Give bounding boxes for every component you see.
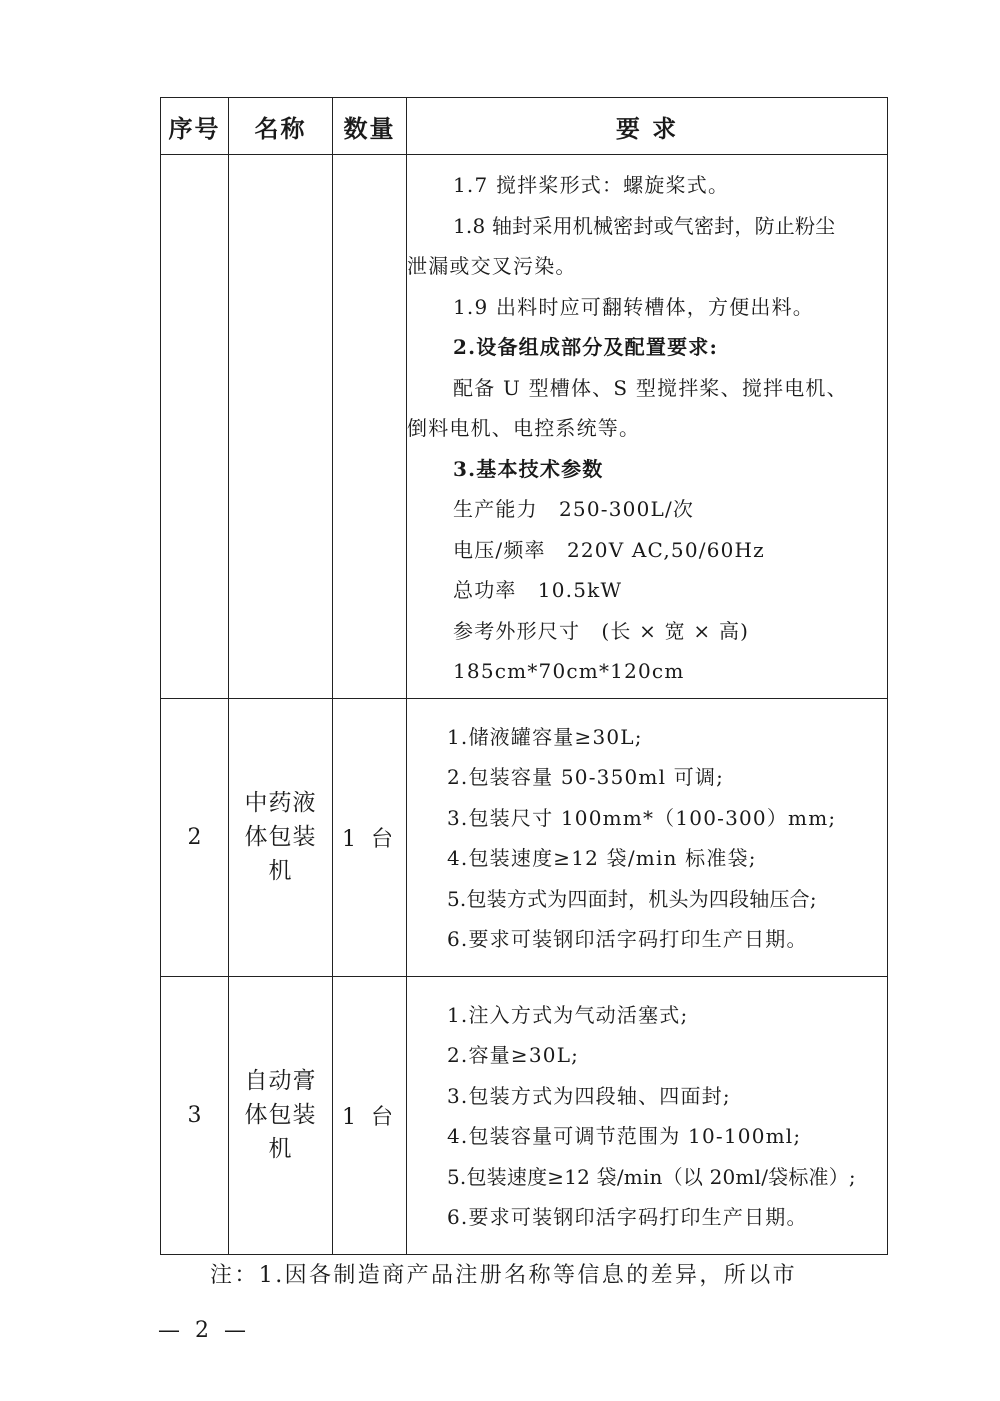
requirement-line: 6.要求可装钢印活字码打印生产日期。 bbox=[447, 1205, 808, 1229]
row-serial-number bbox=[161, 155, 229, 699]
row-quantity-cell bbox=[333, 698, 407, 976]
requirement-line: 配备 U 型槽体、S 型搅拌桨、搅拌电机、 bbox=[453, 375, 848, 400]
requirement-line: 2.设备组成部分及配置要求: bbox=[453, 335, 719, 359]
row-equipment-name bbox=[229, 155, 333, 699]
page-number: — 2 — bbox=[158, 1318, 250, 1343]
requirement-line: 3.基本技术参数 bbox=[453, 456, 604, 481]
requirement-line: 电压/频率 220V AC,50/60Hz bbox=[453, 537, 765, 562]
requirement-line: 1.8 轴封采用机械密封或气密封，防止粉尘 bbox=[453, 213, 836, 238]
requirement-line: 倒料电机、电控系统等。 bbox=[407, 416, 641, 440]
requirement-line: 泄漏或交叉污染。 bbox=[407, 254, 577, 278]
requirement-line: 1.9 出料时应可翻转槽体，方便出料。 bbox=[453, 294, 814, 319]
row-serial-number: 3 bbox=[161, 976, 229, 1254]
row-quantity-cell bbox=[333, 976, 407, 1254]
requirement-line: 4.包装速度≥12 袋/min 标准袋; bbox=[447, 846, 757, 870]
row-serial-number: 2 bbox=[161, 698, 229, 976]
row-requirements bbox=[407, 698, 888, 976]
table-header-row bbox=[161, 98, 888, 155]
table-row bbox=[161, 155, 888, 699]
table-row bbox=[161, 698, 888, 976]
requirement-line: 3.包装尺寸 100mm*（100-300）mm; bbox=[447, 805, 837, 830]
requirement-line: 3.包装方式为四段轴、四面封; bbox=[447, 1083, 731, 1108]
row-requirements bbox=[407, 155, 888, 699]
requirement-line: 185cm*70cm*120cm bbox=[453, 659, 685, 683]
requirement-line: 总功率 10.5kW bbox=[453, 578, 623, 602]
row-quantity: 1 台 bbox=[342, 1104, 397, 1130]
row-equipment-name: 中药液体包装机 bbox=[244, 790, 317, 884]
requirement-line: 5.包装速度≥12 袋/min（以 20ml/袋标准）; bbox=[447, 1164, 856, 1189]
footnote: 注：1.因各制造商产品注册名称等信息的差异，所以市 bbox=[210, 1263, 797, 1288]
requirement-line: 1.注入方式为气动活塞式; bbox=[447, 1002, 689, 1027]
table-row bbox=[161, 976, 888, 1254]
requirement-line: 参考外形尺寸 (长 × 宽 × 高) bbox=[453, 618, 750, 643]
header-serial-number: 序号 bbox=[161, 98, 229, 155]
row-quantity bbox=[333, 155, 407, 699]
row-equipment-name-cell bbox=[229, 976, 333, 1254]
row-requirements bbox=[407, 976, 888, 1254]
equipment-spec-table bbox=[160, 97, 888, 1255]
requirement-line: 4.包装容量可调节范围为 10-100ml; bbox=[447, 1124, 802, 1148]
requirement-line: 2.容量≥30L; bbox=[447, 1043, 580, 1067]
row-equipment-name: 自动膏体包装机 bbox=[244, 1068, 317, 1162]
requirement-line: 1.储液罐容量≥30L; bbox=[447, 724, 643, 749]
requirement-line: 6.要求可装钢印活字码打印生产日期。 bbox=[447, 927, 808, 951]
header-requirements: 要 求 bbox=[407, 98, 888, 155]
row-equipment-name-cell bbox=[229, 698, 333, 976]
requirement-line: 1.7 搅拌桨形式：螺旋桨式。 bbox=[453, 173, 730, 197]
requirement-line: 2.包装容量 50-350ml 可调; bbox=[447, 765, 725, 789]
header-name: 名称 bbox=[229, 98, 333, 155]
header-quantity: 数量 bbox=[333, 98, 407, 155]
requirement-line: 生产能力 250-300L/次 bbox=[453, 497, 695, 521]
row-quantity: 1 台 bbox=[342, 826, 397, 852]
requirement-line: 5.包装方式为四面封，机头为四段轴压合; bbox=[447, 886, 817, 911]
